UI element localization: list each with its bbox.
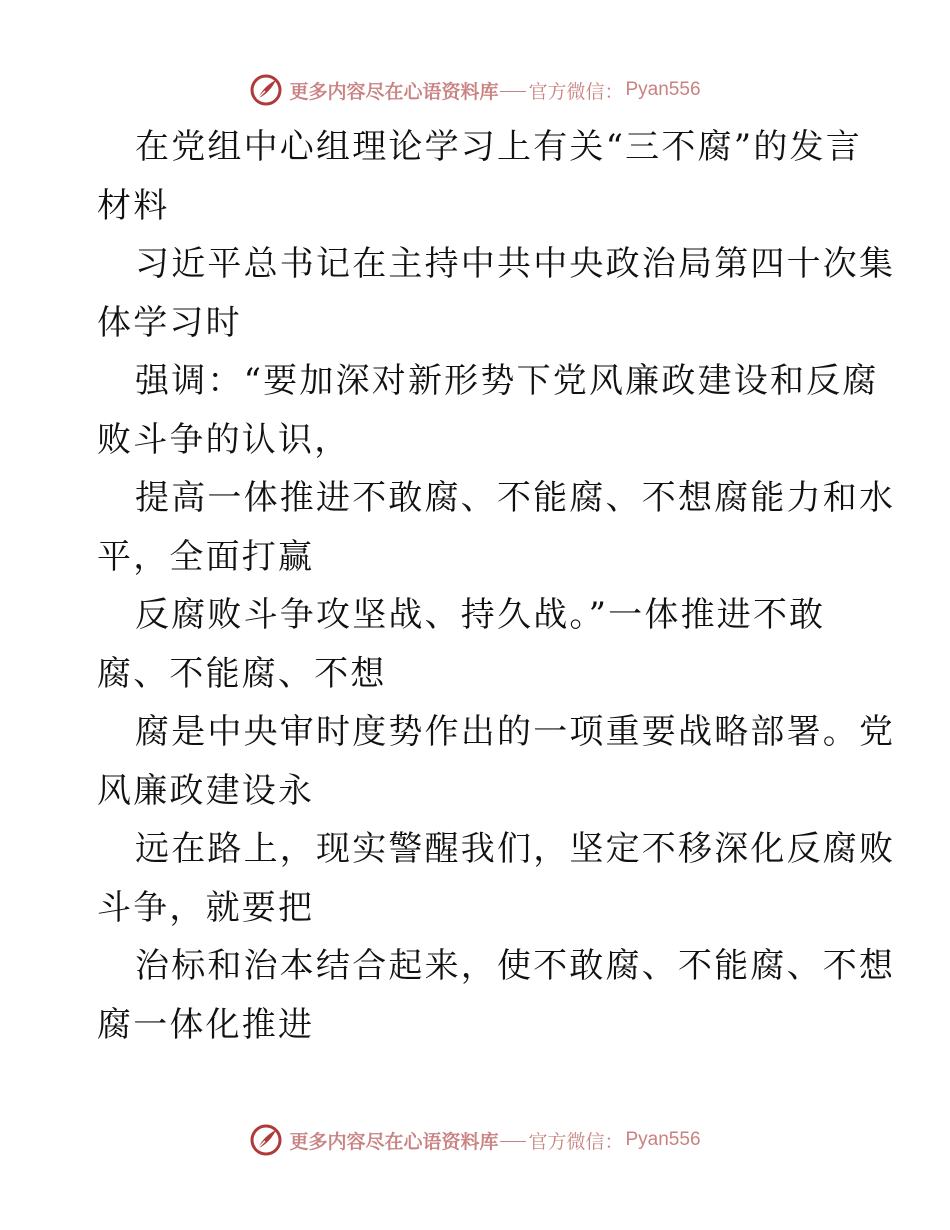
paragraph	[97, 820, 896, 937]
paragraph	[97, 118, 862, 235]
watermark-brand: 更多内容尽在心语资料库	[289, 1130, 499, 1153]
footer-watermark	[0, 1120, 950, 1160]
paragraph	[97, 937, 896, 1054]
paragraph-line: 反腐败斗争攻坚战、持久战。”一体推进不敢	[135, 595, 826, 635]
paragraph-line: 远在路上，现实警醒我们，坚定不移深化反腐败	[135, 829, 896, 869]
document-body	[97, 118, 896, 1054]
paragraph-line: 腐、不能腐、不想	[97, 653, 387, 694]
paragraph-line: 材料	[97, 185, 170, 226]
paragraph-line: 腐是中央审时度势作出的一项重要战略部署。党	[135, 712, 896, 752]
feather-pen-logo-icon	[249, 1123, 283, 1157]
header-watermark	[0, 70, 950, 110]
watermark-brand: 更多内容尽在心语资料库	[289, 80, 499, 103]
paragraph-line: 治标和治本结合起来，使不敢腐、不能腐、不想	[135, 946, 896, 986]
paragraph	[97, 235, 896, 352]
paragraph-line: 提高一体推进不敢腐、不能腐、不想腐能力和水	[135, 478, 896, 518]
watermark-label: 官方微信：	[528, 80, 624, 103]
paragraph-line: 体学习时	[97, 302, 242, 343]
paragraph-line: 强调：“要加深对新形势下党风廉政建设和反腐	[135, 361, 879, 401]
paragraph-line: 在党组中心组理论学习上有关“三不腐”的发言	[135, 127, 862, 167]
paragraph	[97, 352, 879, 469]
paragraph	[97, 703, 896, 820]
watermark-dash	[500, 91, 526, 92]
paragraph-line: 斗争，就要把	[97, 887, 315, 928]
paragraph-line: 习近平总书记在主持中共中央政治局第四十次集	[135, 244, 896, 284]
paragraph-line: 腐一体化推进	[97, 1004, 315, 1045]
watermark-dash	[500, 1141, 526, 1142]
paragraph	[97, 469, 896, 586]
paragraph-line: 平，全面打赢	[97, 536, 315, 577]
feather-pen-logo-icon	[249, 73, 283, 107]
paragraph-line: 败斗争的认识，	[97, 419, 351, 460]
paragraph	[97, 586, 857, 703]
paragraph-line: 风廉政建设永	[97, 770, 315, 811]
watermark-handle: Pyan556	[625, 1129, 701, 1150]
watermark-handle: Pyan556	[625, 79, 701, 100]
watermark-label: 官方微信：	[528, 1130, 624, 1153]
